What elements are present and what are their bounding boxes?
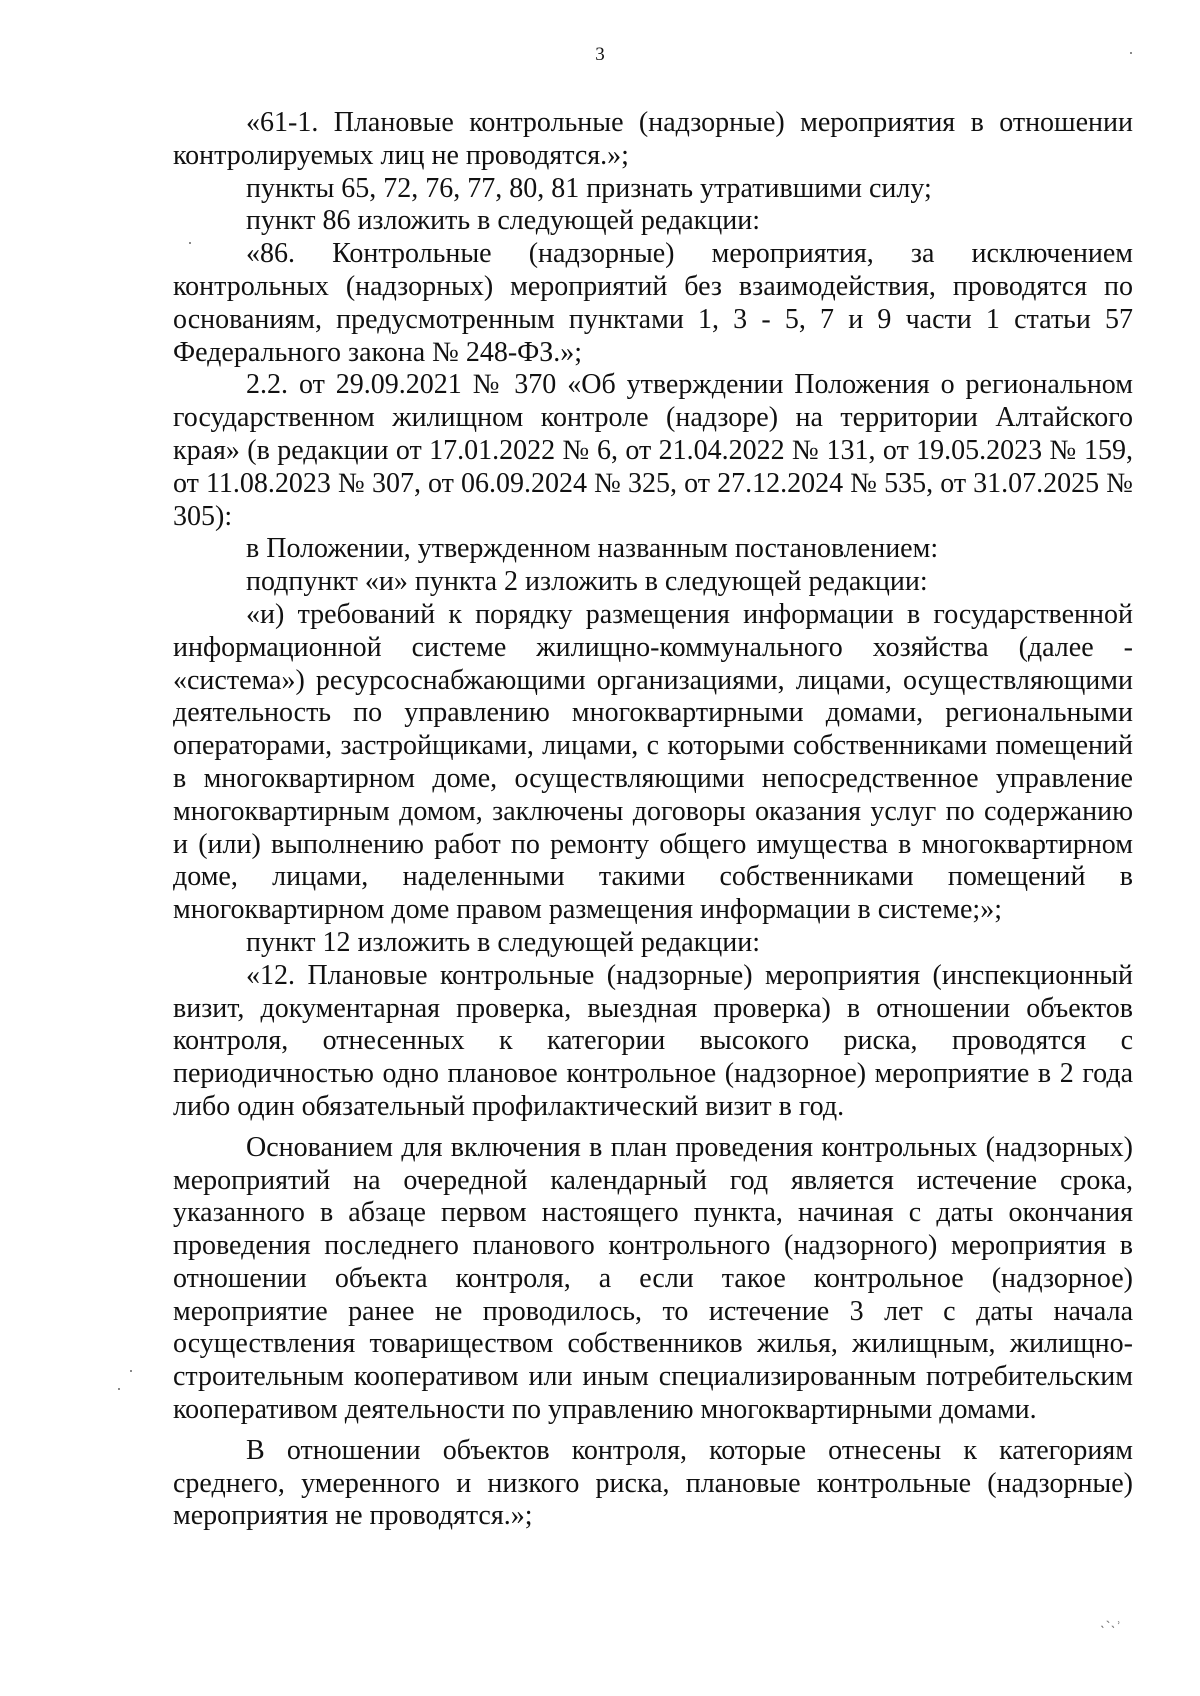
paragraph-regulation: в Положении, утвержденном названным постановлением:: [246, 533, 939, 565]
paragraph-point-86: «86. Контрольные (надзорные) мероприятия, за исключением контрольных (надзорных) мероприятий без взаимодействия, проводятся по основаниям, предусмотренным пунктами 1, 3 - 5, 7 и 9 части 1 статьи 57 Федерального закона № 248-ФЗ.»;: [173, 238, 1133, 368]
paragraph-61-1: «61-1. Плановые контрольные (надзорные) мероприятия в отношении контролируемых лиц не проводятся.»;: [173, 107, 1133, 171]
paragraph-point-86-intro: пункт 86 изложить в следующей редакции:: [246, 205, 760, 237]
scan-mark: ˎ˴ˎ˒: [1100, 1612, 1122, 1629]
document-body: [173, 107, 1133, 1533]
paragraph-point-12-intro: пункт 12 изложить в следующей редакции:: [246, 926, 760, 958]
page-number: 3: [595, 44, 605, 65]
paragraph-other-risk: В отношении объектов контроля, которые отнесены к категориям среднего, умеренного и низкого риска, плановые контрольные (надзорные) мероприятия не проводятся.»;: [173, 1434, 1133, 1532]
paragraph-repeal-points: пункты 65, 72, 76, 77, 80, 81 признать утратившими силу;: [246, 172, 932, 204]
paragraph-basis: Основанием для включения в план проведения контрольных (надзорных) мероприятий на очередной календарный год является истечение срока, указанного в абзаце первом настоящего пункта, начиная с даты окончания проведения последнего планового контрольного (надзорного) мероприятия в отношении объекта контроля, а если такое контрольное (надзорное) мероприятие ранее не проводилось, то истечение 3 лет с даты начала осуществления товариществом собственников жилья, жилищным, жилищно-строительным кооперативом или иным специализированным потребительским кооперативом деятельности по управлению многоквартирными домами.: [173, 1131, 1133, 1426]
scan-speck: ·: [187, 232, 193, 252]
scan-speck: ·: [128, 1360, 134, 1380]
paragraph-subpoint-i-intro: подпункт «и» пункта 2 изложить в следующей редакции:: [246, 566, 928, 598]
paragraph-point-12: «12. Плановые контрольные (надзорные) мероприятия (инспекционный визит, документарная проверка, выездная проверка) в отношении объектов контроля, отнесенных к категории высокого риска, проводятся с периодичностью одно плановое контрольное (надзорное) мероприятие в 2 года либо один обязательный профилактический визит в год.: [173, 959, 1133, 1122]
paragraph-2-2: 2.2. от 29.09.2021 № 370 «Об утверждении Положения о региональном государственном жилищном контроле (надзоре) на территории Алтайского края» (в редакции от 17.01.2022 № 6, от 21.04.2022 № 131, от 19.05.2023 № 159, от 11.08.2023 № 307, от 06.09.2024 № 325, от 27.12.2024 № 535, от 31.07.2025 № 305):: [173, 369, 1133, 532]
paragraph-subpoint-i: «и) требований к порядку размещения информации в государственной информационной системе жилищно-коммунального хозяйства (далее - «система») ресурсоснабжающими организациями, лицами, осуществляющими деятельность по управлению многоквартирными домами, региональными операторами, застройщиками, лицами, с которыми собственниками помещений в многоквартирном доме, осуществляющими непосредственное управление многоквартирным домом, заключены договоры оказания услуг по содержанию и (или) выполнению работ по ремонту общего имущества в многоквартирном доме, лицами, наделенными такими собственниками помещений в многоквартирном доме правом размещения информации в системе;»;: [173, 598, 1133, 926]
scan-speck: ·: [1128, 42, 1134, 62]
scan-speck: ·: [116, 1378, 122, 1398]
